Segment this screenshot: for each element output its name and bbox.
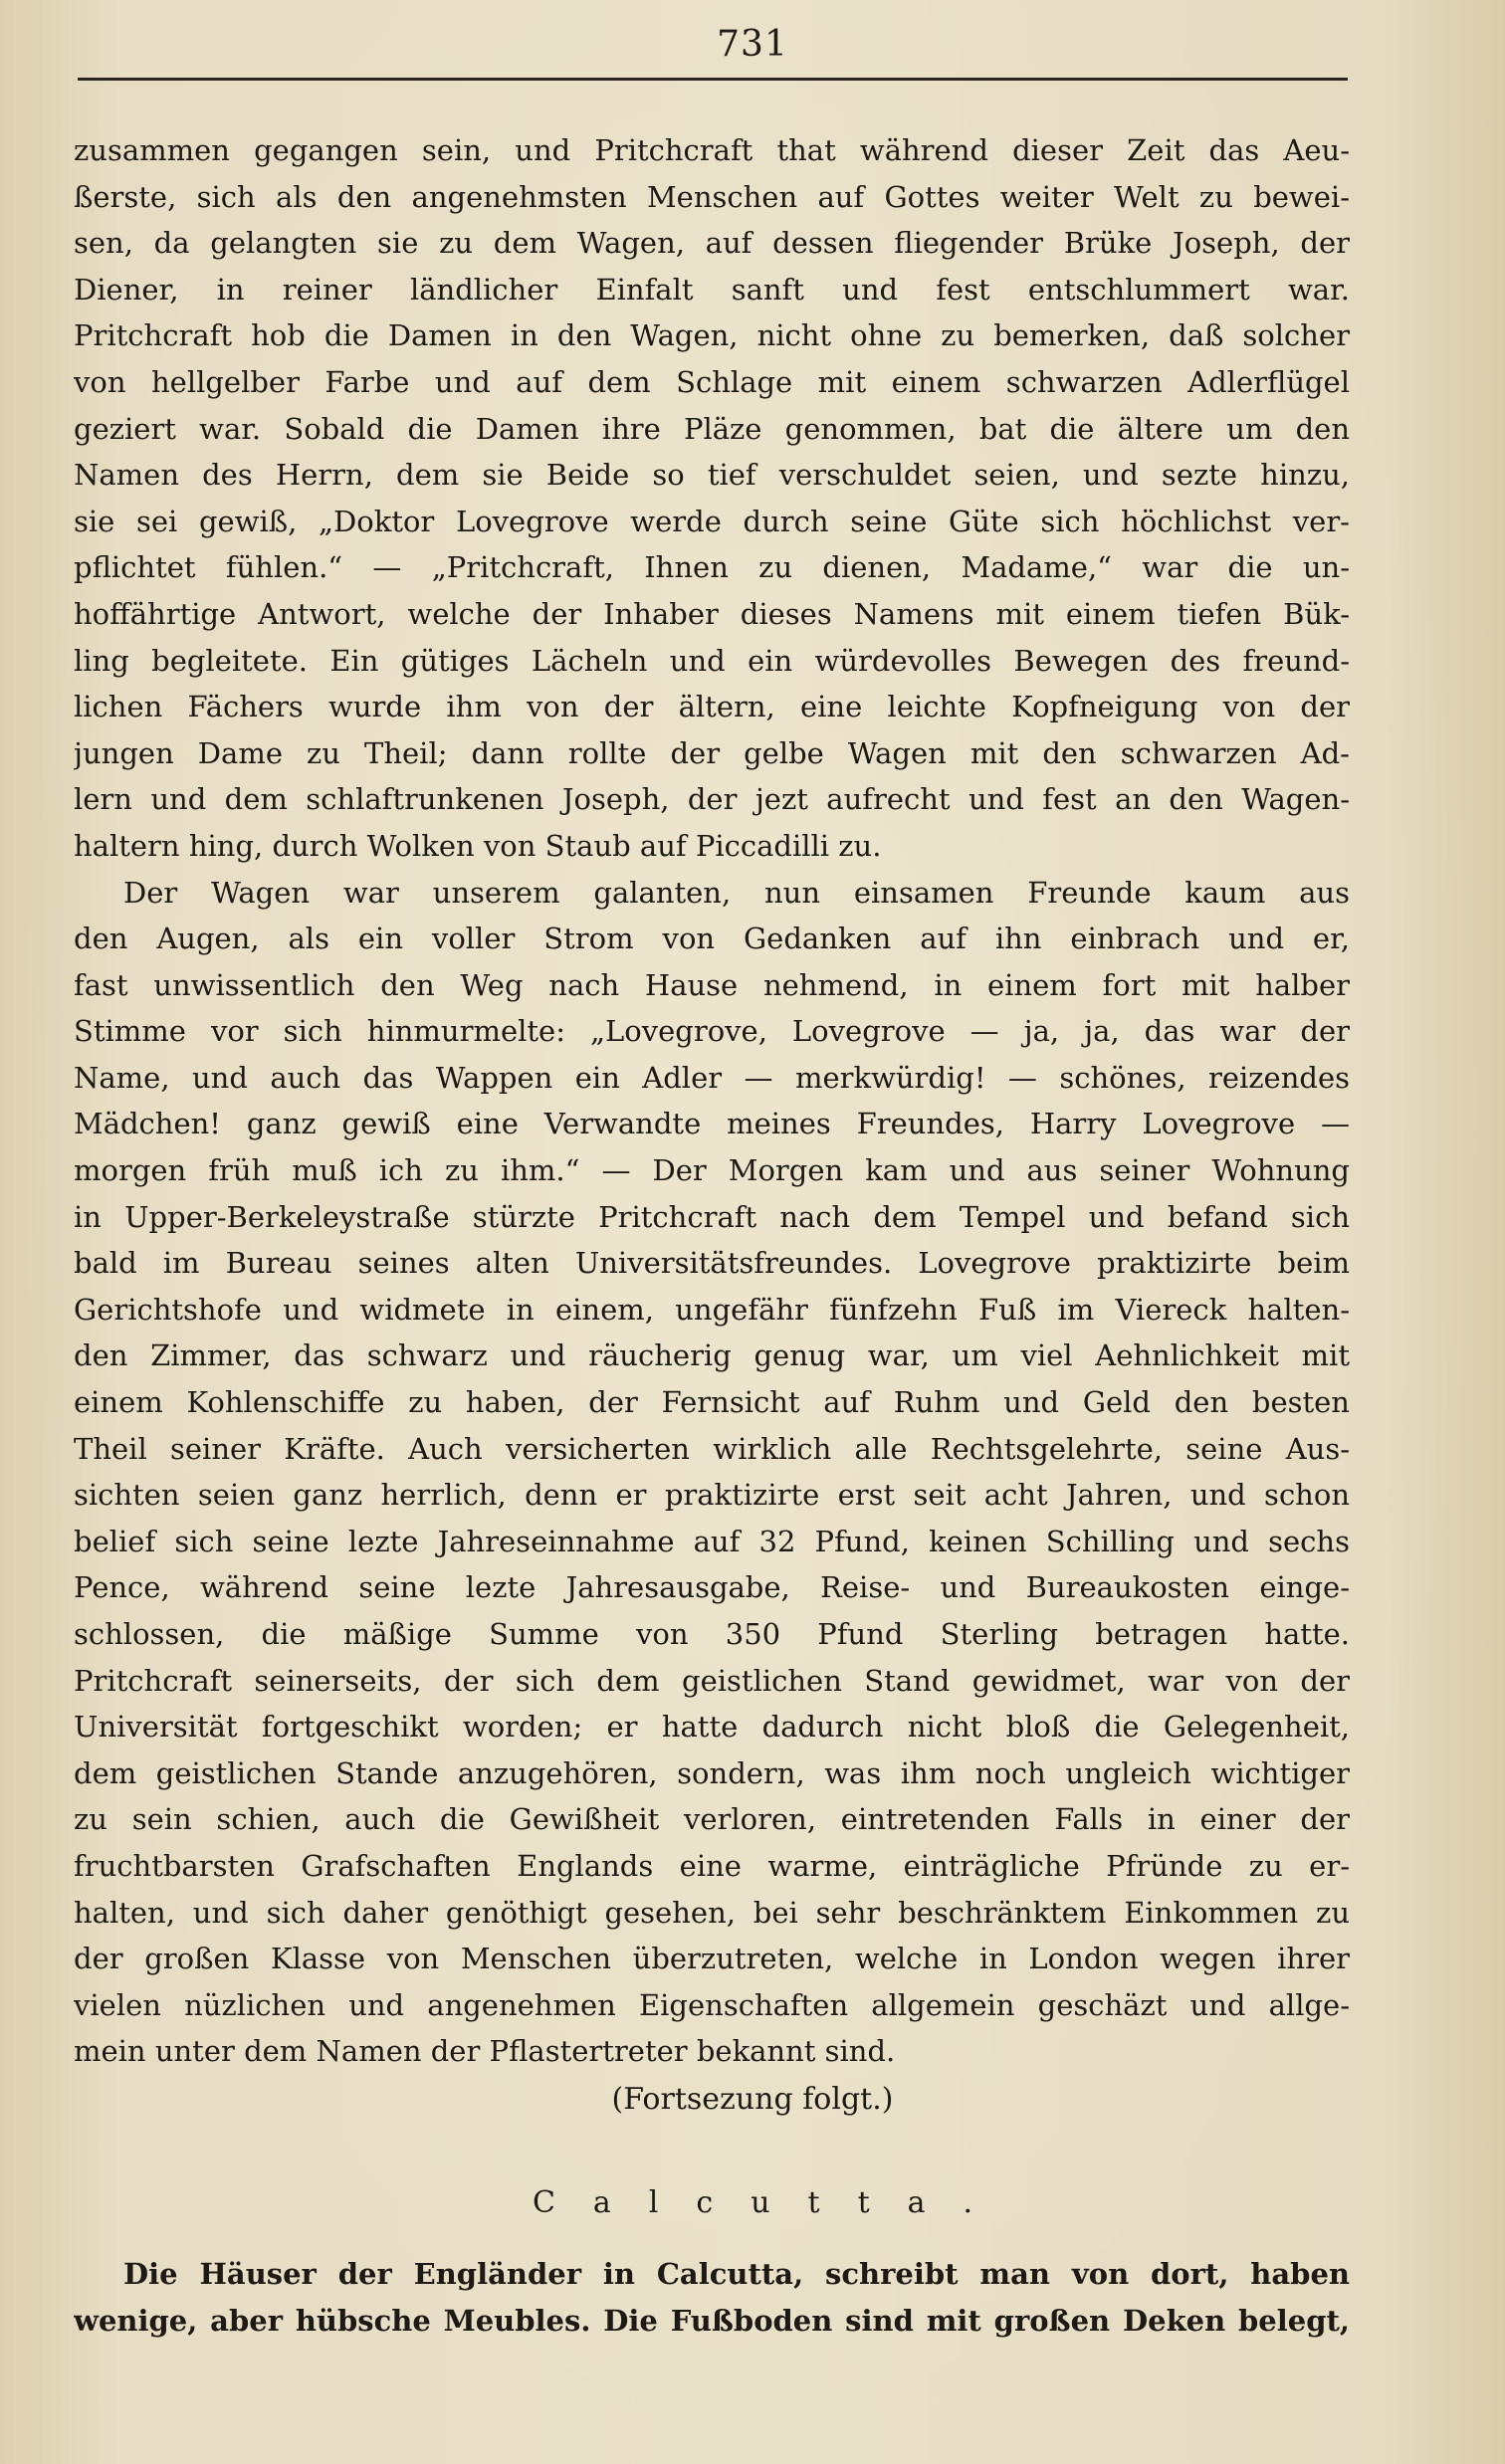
text-line: dem geistlichen Stande anzugehören, sondern, was ihm noch ungleich wichtiger [74,1755,1350,1790]
text-line: belief sich seine lezte Jahreseinnahme auf 32 Pfund, keinen Schilling und sechs [74,1524,1350,1558]
text-line: haltern hing, durch Wolken von Staub auf Piccadilli zu. [74,828,882,863]
text-line: Pence, während seine lezte Jahresausgabe, Reise- und Bureaukosten einge- [74,1570,1350,1605]
text-line: schlossen, die mäßige Summe von 350 Pfund Sterling betragen hatte. [74,1617,1350,1651]
text-line: halten, und sich daher genöthigt gesehen, bei sehr beschränktem Einkommen zu [74,1895,1350,1930]
text-line: einem Kohlenschiffe zu haben, der Fernsicht auf Ruhm und Geld den besten [74,1385,1350,1420]
text-line: vielen nüzlichen und angenehmen Eigenschaften allgemein geschäzt und allge- [74,1987,1350,2022]
article-body [74,127,1350,2075]
text-line: von hellgelber Farbe und auf dem Schlage mit einem schwarzen Adlerflügel [74,364,1350,399]
text-line: zu sein schien, auch die Gewißheit verloren, eintretenden Falls in einer der [74,1802,1350,1837]
text-line: den Zimmer, das schwarz und räucherig genug war, um viel Aehnlichkeit mit [74,1338,1350,1373]
paragraph-first-line: Der Wagen war unserem galanten, nun einsamen Freunde kaum aus [123,875,1350,910]
text-line: sichten seien ganz herrlich, denn er praktizirte erst seit acht Jahren, und schon [74,1478,1350,1513]
text-line: Gerichtshofe und widmete in einem, ungefähr fünfzehn Fuß im Viereck halten- [74,1292,1350,1327]
text-line: sen, da gelangten sie zu dem Wagen, auf dessen fliegender Brüke Joseph, der [74,226,1350,261]
text-line: ßerste, sich als den angenehmsten Menschen auf Gottes weiter Welt zu bewei- [74,179,1350,214]
text-line: Pritchcraft seinerseits, der sich dem geistlichen Stand gewidmet, war von der [74,1663,1350,1698]
text-line: lern und dem schlaftrunkenen Joseph, der jezt aufrecht und fest an den Wagen- [74,782,1350,817]
text-line: den Augen, als ein voller Strom von Gedanken auf ihn einbrach und er, [74,922,1350,956]
text-line: pflichtet fühlen.“ — „Pritchcraft, Ihnen zu dienen, Madame,“ war die un- [74,550,1350,585]
text-line: Pritchcraft hob die Damen in den Wagen, nicht ohne zu bemerken, daß solcher [74,318,1350,353]
text-line: der großen Klasse von Menschen überzutreten, welche in London wegen ihrer [74,1942,1350,1976]
text-line: Mädchen! ganz gewiß eine Verwandte meines Freundes, Harry Lovegrove — [74,1107,1350,1141]
text-line: zusammen gegangen sein, und Pritchcraft that während dieser Zeit das Aeu- [74,133,1350,167]
text-line: hoffährtige Antwort, welche der Inhaber dieses Namens mit einem tiefen Bük- [74,596,1350,631]
text-line: Name, und auch das Wappen ein Adler — merkwürdig! — schönes, reizendes [74,1060,1350,1095]
text-line: fruchtbarsten Grafschaften Englands eine warme, einträgliche Pfründe zu er- [74,1848,1350,1883]
text-line: fast unwissentlich den Weg nach Hause nehmend, in einem fort mit halber [74,967,1350,1002]
text-line: sie sei gewiß, „Doktor Lovegrove werde durch seine Güte sich höchlichst ver- [74,504,1350,538]
text-line: jungen Dame zu Theil; dann rollte der gelbe Wagen mit den schwarzen Ad- [74,735,1350,770]
text-line: bald im Bureau seines alten Universitätsfreundes. Lovegrove praktizirte beim [74,1246,1350,1281]
text-line: wenige, aber hübsche Meubles. Die Fußboden sind mit großen Deken belegt, [74,2303,1350,2338]
page-number: 731 [717,24,788,65]
text-line: ling begleitete. Ein gütiges Lächeln und ein würdevolles Bewegen des freund- [74,643,1350,678]
text-line: Universität fortgeschikt worden; er hatte dadurch nicht bloß die Gelegenheit, [74,1710,1350,1745]
text-line: lichen Fächers wurde ihm von der ältern, eine leichte Kopfneigung von der [74,690,1350,724]
text-line: morgen früh muß ich zu ihm.“ — Der Morgen kam und aus seiner Wohnung [74,1153,1350,1188]
header-rule [78,78,1348,81]
text-line: in Upper-Berkeleystraße stürzte Pritchcraft nach dem Tempel und befand sich [74,1199,1350,1234]
paragraph-first-line: Die Häuser der Engländer in Calcutta, schreibt man von dort, haben [123,2257,1350,2291]
text-line: mein unter dem Namen der Pflastertreter bekannt sind. [74,2034,896,2069]
text-line: Namen des Herrn, dem sie Beide so tief verschuldet seien, und sezte hinzu, [74,458,1350,493]
text-line: geziert war. Sobald die Damen ihre Pläze genommen, bat die ältere um den [74,411,1350,446]
text-line: Theil seiner Kräfte. Auch versicherten wirklich alle Rechtsgelehrte, seine Aus- [74,1431,1350,1466]
section-heading: Calcutta. [532,2185,1011,2220]
continuation-note: (Fortsezung folgt.) [611,2082,894,2117]
text-line: Stimme vor sich hinmurmelte: „Lovegrove, Lovegrove — ja, ja, das war der [74,1014,1350,1049]
section-body [74,2251,1350,2344]
text-line: Diener, in reiner ländlicher Einfalt sanft und fest entschlummert war. [74,272,1350,307]
